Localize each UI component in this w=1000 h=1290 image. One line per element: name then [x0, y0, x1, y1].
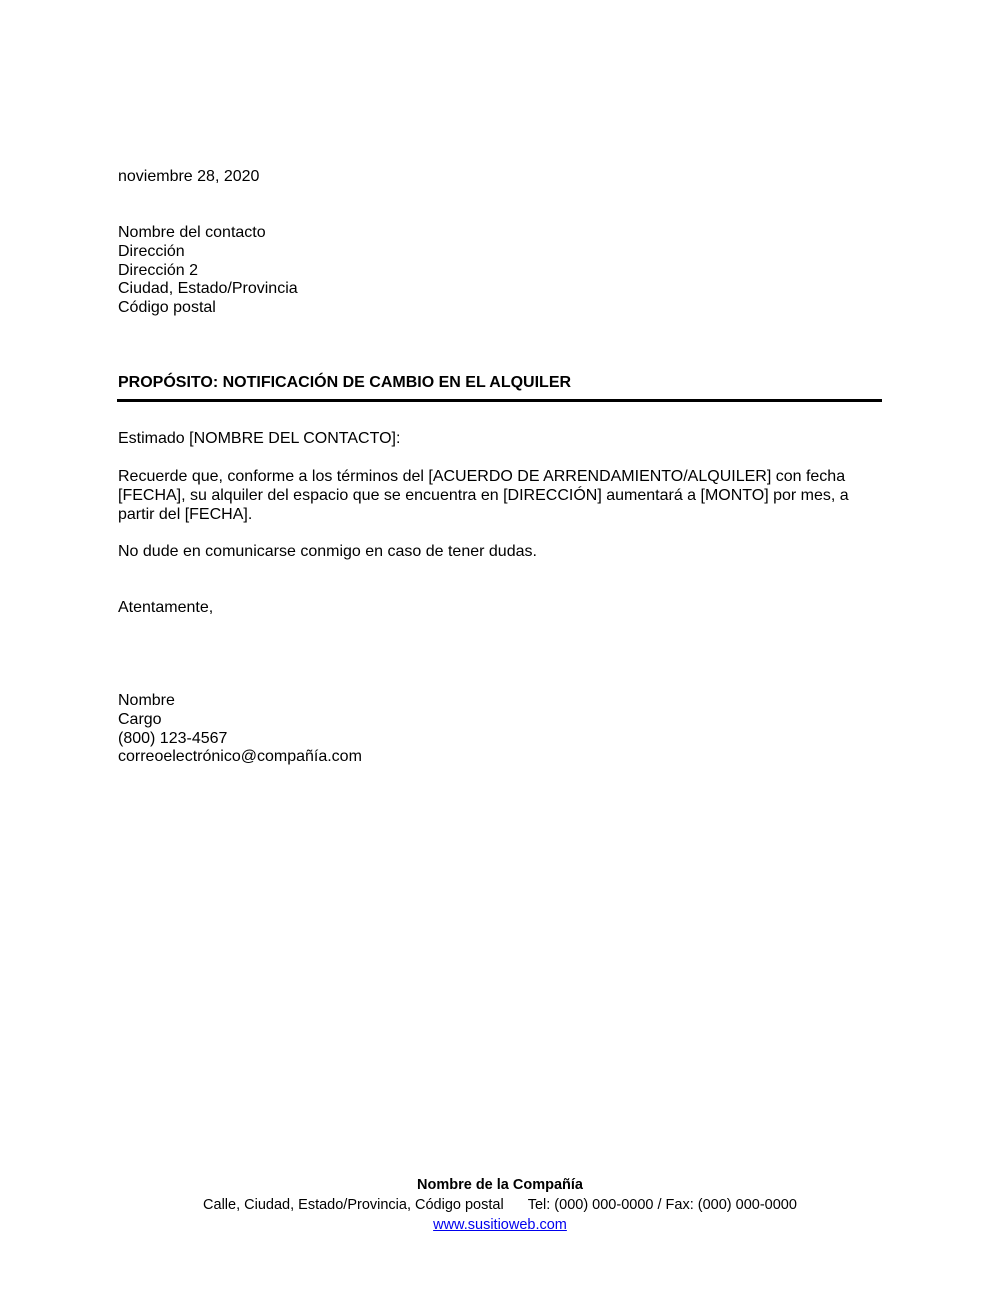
footer-website-link[interactable]: www.susitioweb.com [433, 1217, 567, 1233]
footer-address: Calle, Ciudad, Estado/Provincia, Código postal [203, 1197, 504, 1213]
page-footer [0, 1175, 1000, 1235]
body-paragraph: Recuerde que, conforme a los términos del [ACUERDO DE ARRENDAMIENTO/ALQUILER] con fecha [FECHA], su alquiler del espacio que se encuentra en [DIRECCIÓN] aumentará a [MONTO] por mes, a partir del [FECHA]. [118, 468, 849, 523]
recipient-address-1: Dirección [118, 242, 185, 260]
salutation: Estimado [NOMBRE DEL CONTACTO]: [118, 430, 401, 447]
signature-block [118, 692, 362, 767]
subject-heading: PROPÓSITO: NOTIFICACIÓN DE CAMBIO EN EL ALQUILER [118, 374, 572, 391]
subject-divider [117, 399, 882, 402]
recipient-address-2: Dirección 2 [118, 261, 199, 279]
signature-email: correoelectrónico@compañía.com [118, 748, 362, 766]
recipient-city-state: Ciudad, Estado/Provincia [118, 280, 298, 298]
signature-name: Nombre [118, 692, 175, 709]
recipient-name: Nombre del contacto [118, 224, 266, 241]
recipient-postal-code: Código postal [118, 299, 216, 316]
recipient-block [118, 224, 298, 318]
footer-phone-fax: Tel: (000) 000-0000 / Fax: (000) 000-0000 [527, 1197, 797, 1213]
signature-title: Cargo [118, 710, 162, 728]
footer-contact-line [0, 1195, 1000, 1215]
signature-phone: (800) 123-4567 [118, 729, 228, 747]
letter-date: noviembre 28, 2020 [118, 168, 260, 185]
signoff: Atentamente, [118, 599, 214, 616]
closing-line: No dude en comunicarse conmigo en caso de tener dudas. [118, 543, 537, 560]
footer-company-name: Nombre de la Compañía [417, 1177, 583, 1193]
